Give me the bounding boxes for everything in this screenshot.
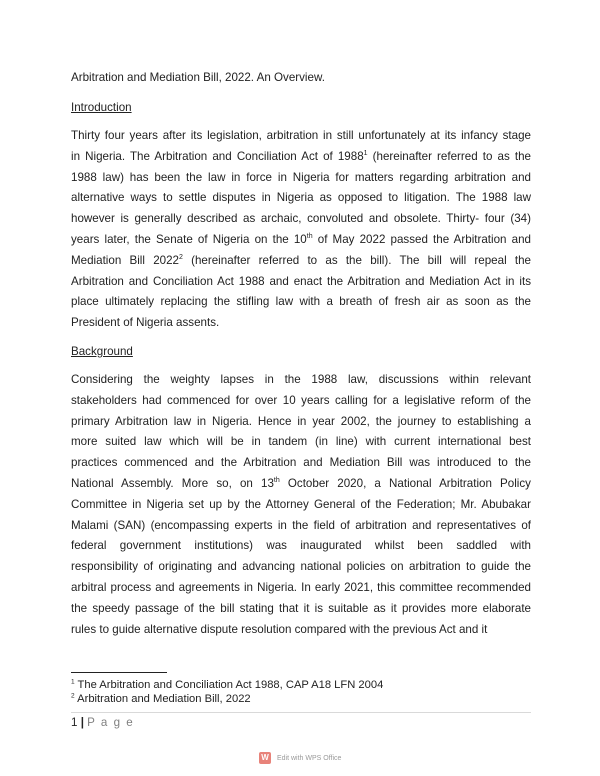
footnote-separator — [71, 672, 167, 673]
paragraph-line — [71, 230, 531, 251]
line-text: alternative ways to settle disputes in Nigeria as opposed to litigation. The 1988 law — [71, 191, 531, 205]
line-text: years later, the Senate of Nigeria on the 10 — [71, 232, 307, 246]
line-text: practices commenced and the Arbitration and Mediation Bill was introduced to the — [71, 456, 531, 470]
footnote-mark: 2 — [71, 692, 75, 700]
line-text-continued: of May 2022 passed the Arbitration and — [312, 232, 531, 246]
footnote-text: The Arbitration and Conciliation Act 1988, CAP A18 LFN 2004 — [77, 679, 384, 691]
paragraph-line — [71, 313, 531, 334]
paragraph-line — [71, 578, 531, 599]
paragraph-line — [71, 292, 531, 313]
line-text: rules to guide alternative dispute resolution compared with the previous Act and it — [71, 622, 488, 636]
introduction-paragraph — [71, 126, 531, 334]
paragraph-line — [71, 453, 531, 474]
paragraph-line — [71, 209, 531, 230]
line-text-continued: (hereinafter referred to as the — [367, 149, 531, 163]
line-text: however is generally described as archaic, convoluted and obsolete. Thirty- four (34) — [71, 212, 531, 226]
paragraph-line — [71, 188, 531, 209]
page-word: P a g e — [87, 716, 135, 729]
line-text: Committee in Nigeria set up by the Attorney General of the Federation; Mr. Abubakar — [71, 497, 531, 511]
wps-office-icon: W — [259, 752, 271, 764]
wps-watermark-text: Edit with WPS Office — [277, 754, 342, 762]
paragraph-line — [71, 126, 531, 147]
paragraph-line — [71, 599, 531, 620]
line-text: Mediation Bill 2022 — [71, 253, 179, 267]
section-heading-introduction: Introduction — [71, 101, 132, 114]
page-footer-rule — [71, 712, 531, 713]
line-text: primary Arbitration law in Nigeria. Hence in year 2002, the journey to establishing a — [71, 414, 531, 428]
paragraph-line — [71, 557, 531, 578]
paragraph-line — [71, 474, 531, 495]
paragraph-line — [71, 147, 531, 168]
paragraph-line — [71, 272, 531, 293]
line-text-continued: October 2020, a National Arbitration Policy — [279, 476, 531, 490]
line-text: the speedy passage of the bill stating that it is suitable as it provides more elaborate — [71, 601, 531, 615]
paragraph-line — [71, 536, 531, 557]
line-text: Thirty four years after its legislation, arbitration in still unfortunately at its infancy stage — [71, 129, 531, 142]
document-title: Arbitration and Mediation Bill, 2022. An Overview. — [71, 71, 325, 84]
wps-watermark[interactable] — [259, 752, 341, 765]
paragraph-line — [71, 168, 531, 189]
line-text: 1988 law) has been the law in force in Nigeria for matters regarding arbitration and — [71, 170, 531, 184]
paragraph-line — [71, 620, 531, 641]
paragraph-line — [71, 251, 531, 272]
line-text: place ultimately replacing the stifling law with a breath of fresh air as soon as the — [71, 295, 531, 309]
footnote-2 — [71, 693, 251, 706]
line-text: National Assembly. More so, on 13 — [71, 476, 274, 490]
line-text: Malami (SAN) (encompassing experts in the field of arbitration and representatives of — [71, 518, 531, 532]
paragraph-line — [71, 391, 531, 412]
footnote-text: Arbitration and Mediation Bill, 2022 — [77, 693, 251, 705]
line-text: Considering the weighty lapses in the 1988 law, discussions within relevant — [71, 373, 531, 386]
page-number — [71, 716, 134, 730]
paragraph-line — [71, 516, 531, 537]
footnote-reference: 2 — [178, 253, 183, 261]
line-text-continued: (hereinafter referred to as the bill). The bill will repeal the — [182, 253, 531, 267]
line-text: federal government institutions) was inaugurated whilst been saddled with — [71, 539, 531, 553]
section-heading-background: Background — [71, 345, 133, 358]
page-number-separator: | — [80, 716, 84, 729]
footnote-reference: th — [306, 233, 313, 241]
line-text: arbitral process and agreements in Nigeria. In early 2021, this committee recommended — [71, 580, 531, 594]
line-text: responsibility of originating and advancing national policies on arbitration to guide the — [71, 560, 531, 574]
footnote-1 — [71, 679, 383, 692]
line-text: in Nigeria. The Arbitration and Conciliation Act of 1988 — [71, 149, 364, 163]
background-paragraph — [71, 370, 531, 640]
footnote-mark: 1 — [71, 678, 75, 686]
page-number-value: 1 — [71, 716, 78, 729]
paragraph-line — [71, 495, 531, 516]
footnote-reference: 1 — [363, 149, 368, 157]
paragraph-line — [71, 370, 531, 391]
line-text: President of Nigeria assents. — [71, 316, 220, 330]
footnote-reference: th — [273, 477, 280, 485]
paragraph-line — [71, 432, 531, 453]
line-text: more suited law which will be in tandem (in line) with current international best — [71, 435, 531, 449]
line-text: Arbitration and Conciliation Act 1988 and enact the Arbitration and Mediation Act in its — [71, 274, 531, 288]
line-text: stakeholders had commenced for over 10 years calling for a legislative reform of the — [71, 393, 531, 407]
paragraph-line — [71, 412, 531, 433]
